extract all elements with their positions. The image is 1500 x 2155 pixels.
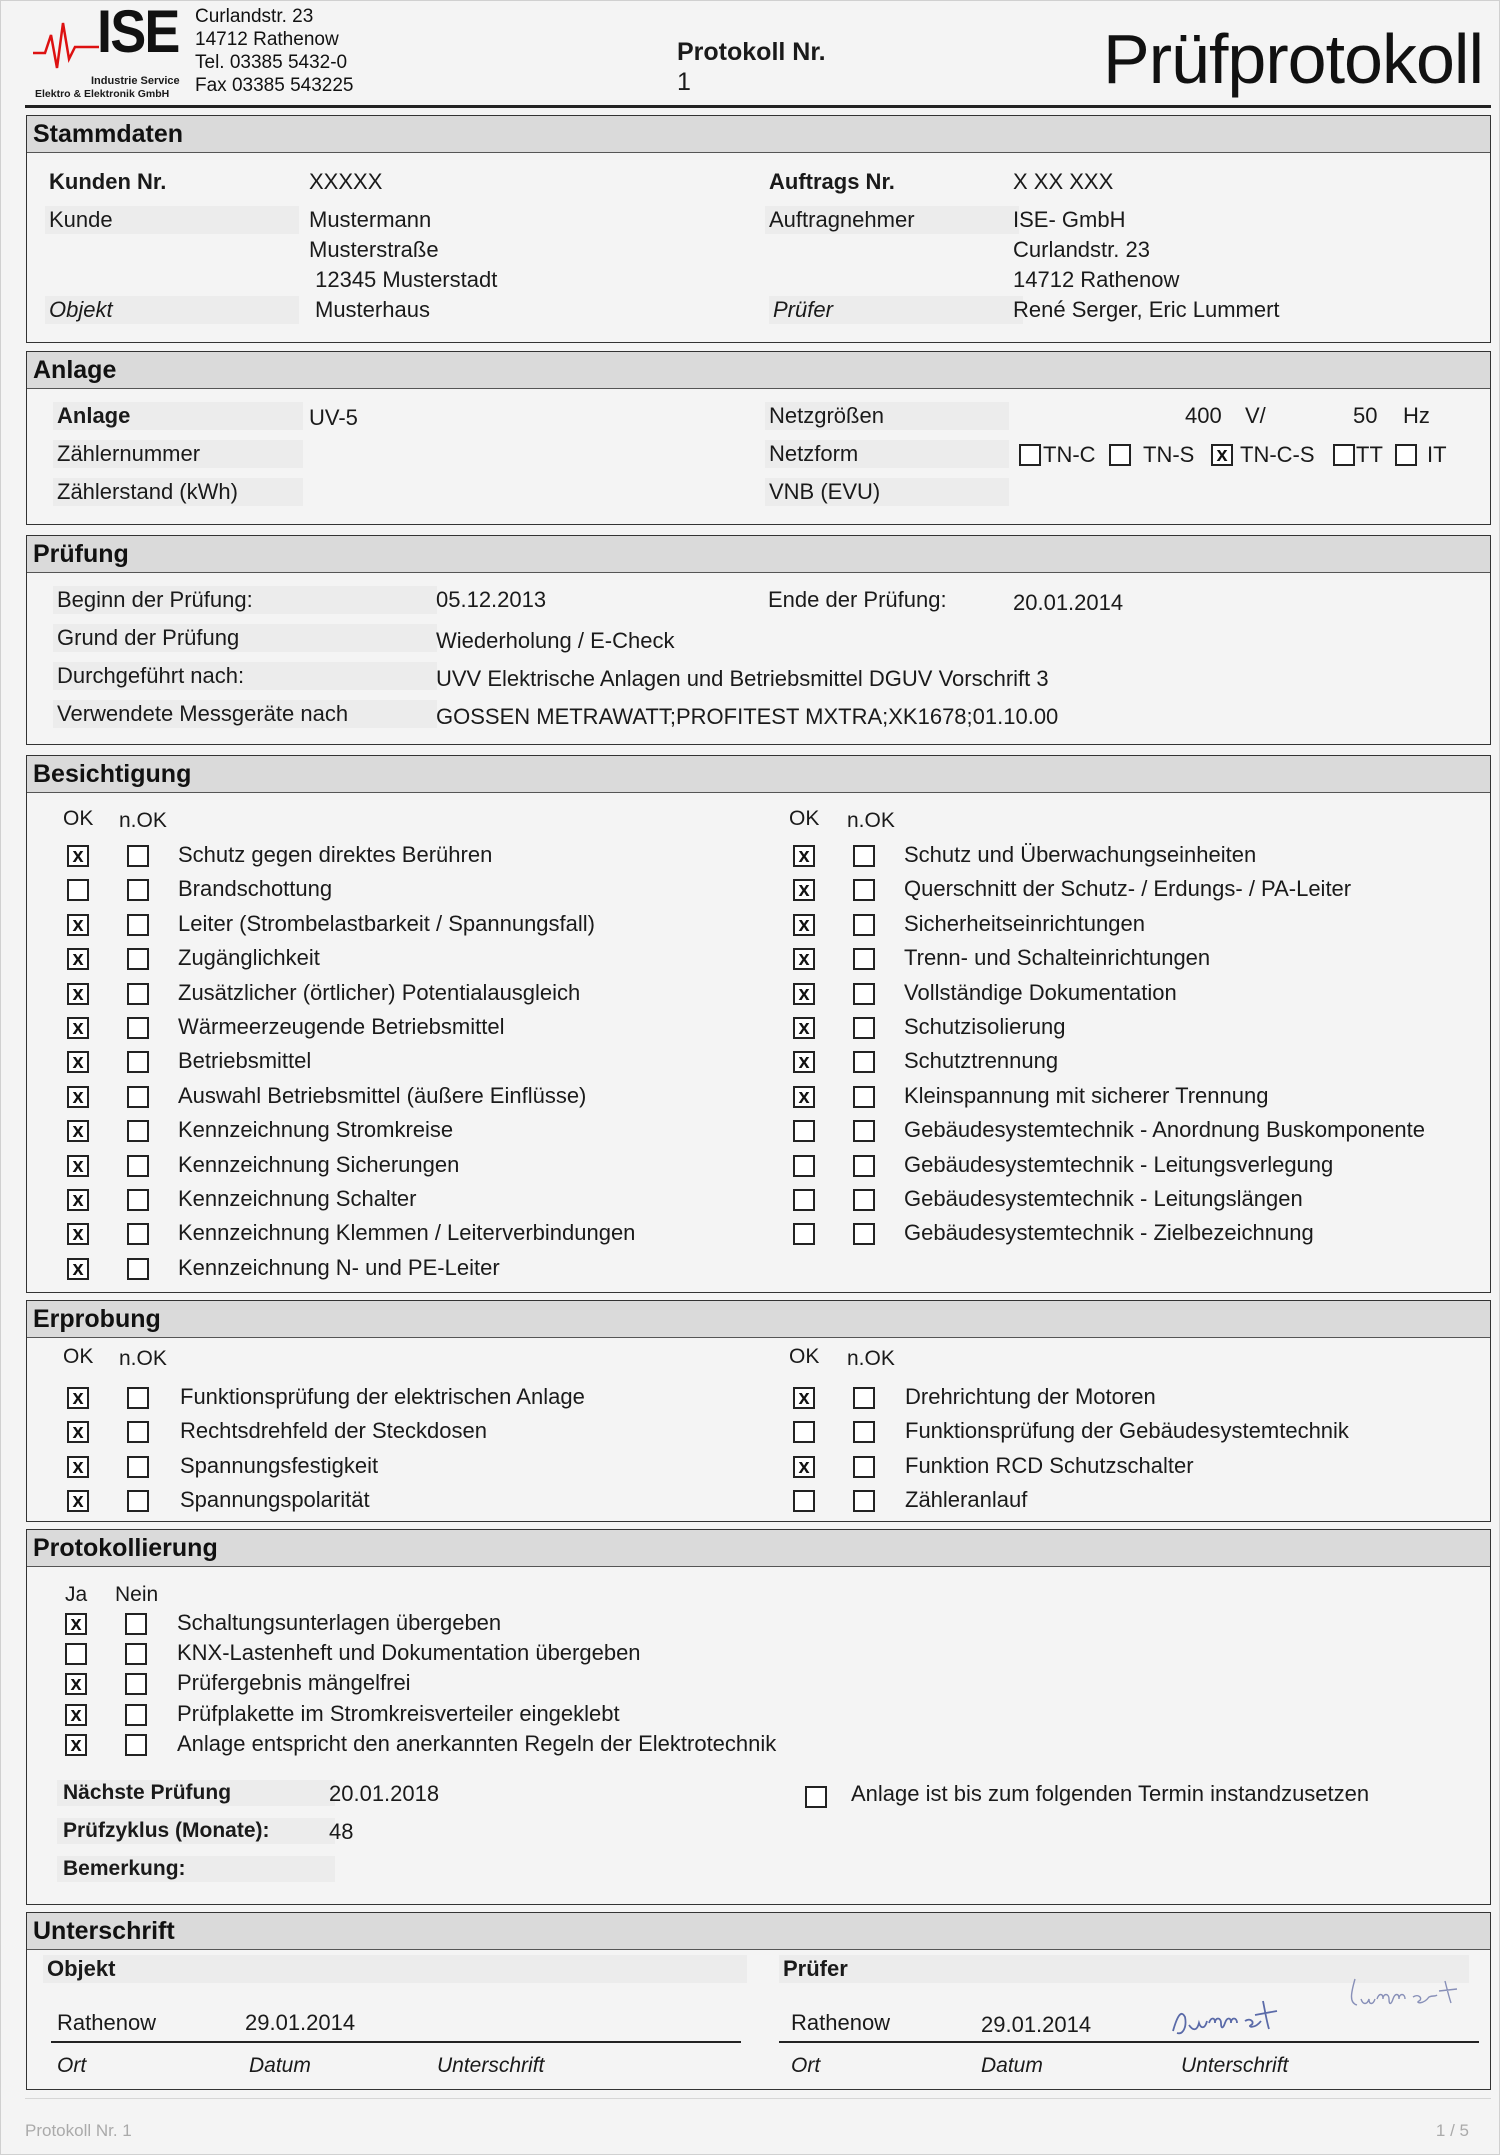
ok-checkbox[interactable]: x [793,1017,815,1039]
ok-column-label: OK [63,1345,94,1368]
pruefer-signature-line [779,2041,1479,2043]
nok-checkbox[interactable] [853,983,875,1005]
nok-checkbox[interactable] [127,1086,149,1108]
section-stammdaten [26,115,1491,343]
checklist-item-label: Kennzeichnung Sicherungen [178,1151,460,1177]
protocol-number-label: Protokoll Nr. [677,38,826,66]
auftragnehmer-label: Auftragnehmer [765,206,1019,234]
ok-checkbox[interactable]: x [67,1189,89,1211]
nok-checkbox[interactable] [127,1189,149,1211]
nein-checkbox[interactable] [125,1643,147,1665]
ok-checkbox[interactable]: x [793,948,815,970]
nok-column-label: n.OK [847,1347,895,1370]
company-address [195,5,353,97]
ok-checkbox[interactable]: x [67,1120,89,1142]
checklist-item-label: Vollständige Dokumentation [904,979,1177,1005]
section-heading: Stammdaten [27,116,1490,153]
protocol-number-value: 1 [677,68,691,96]
nok-checkbox[interactable] [853,879,875,901]
nok-checkbox[interactable] [853,1189,875,1211]
anlage-value: UV-5 [309,405,358,430]
checklist-item-label: Rechtsdrehfeld der Steckdosen [180,1418,487,1444]
objekt-ort-value: Rathenow [57,2010,157,2035]
netzform-label: Netzform [765,440,1009,468]
ok-checkbox[interactable]: x [793,1086,815,1108]
auftragnehmer-line: ISE- GmbH [1013,207,1126,232]
ok-checkbox[interactable]: x [793,1051,815,1073]
nok-checkbox[interactable] [853,845,875,867]
nok-checkbox[interactable] [127,1155,149,1177]
ende-value: 20.01.2014 [1013,590,1124,615]
checklist-item-label: Trenn- und Schalteinrichtungen [904,945,1211,971]
ja-checkbox[interactable]: x [65,1613,87,1635]
checklist-item-label: Sicherheitseinrichtungen [904,910,1145,936]
phone-line: Tel. 03385 5432-0 [195,52,348,73]
nok-checkbox[interactable] [127,948,149,970]
pruefer-label: Prüfer [769,296,1023,324]
ja-checkbox[interactable]: x [65,1704,87,1726]
ok-checkbox[interactable]: x [67,1421,89,1443]
checklist-item-label: Kleinspannung mit sicherer Trennung [904,1082,1269,1108]
checklist-item-label: Kennzeichnung Stromkreise [178,1117,454,1143]
frequency-value: 50 [1353,403,1378,428]
nok-column-label: n.OK [847,809,895,832]
ok-checkbox[interactable] [67,879,89,901]
ok-checkbox[interactable] [793,1189,815,1211]
nok-checkbox[interactable] [127,1490,149,1512]
netzform-tnc-checkbox[interactable] [1019,444,1041,466]
nein-checkbox[interactable] [125,1704,147,1726]
section-erprobung [26,1300,1491,1522]
kunde-line: Musterstraße [309,237,439,262]
nok-checkbox[interactable] [127,845,149,867]
heartbeat-logo-icon [31,13,101,73]
netzform-it-checkbox[interactable] [1395,444,1417,466]
zaehlerstand-label: Zählerstand (kWh) [53,478,303,506]
grund-label: Grund der Prüfung [53,624,437,652]
netzform-tns-checkbox[interactable] [1109,444,1131,466]
logo-subtitle-2: Elektro & Elektronik GmbH [35,88,170,100]
instandsetzen-checkbox[interactable] [805,1786,827,1808]
checklist-item-label: Funktion RCD Schutzschalter [905,1452,1194,1478]
nein-column-label: Nein [115,1583,159,1606]
section-heading: Besichtigung [27,756,1490,793]
netzgroessen-label: Netzgrößen [765,402,1009,430]
section-heading: Anlage [27,352,1490,389]
ort-caption: Ort [791,2054,821,2077]
ok-checkbox[interactable]: x [793,879,815,901]
ok-checkbox[interactable]: x [67,1490,89,1512]
ok-checkbox[interactable]: x [793,1456,815,1478]
nok-checkbox[interactable] [853,1223,875,1245]
grund-value: Wiederholung / E-Check [436,628,675,653]
nok-checkbox[interactable] [127,1456,149,1478]
voltage-value: 400 [1185,403,1222,428]
netzform-tnc-label: TN-C [1043,442,1096,467]
netzform-it-label: IT [1427,442,1447,467]
nok-checkbox[interactable] [127,914,149,936]
ort-caption: Ort [57,2054,87,2077]
nok-checkbox[interactable] [127,1017,149,1039]
ok-checkbox[interactable]: x [67,1086,89,1108]
ok-checkbox[interactable]: x [793,1387,815,1409]
nok-checkbox[interactable] [853,1155,875,1177]
nein-checkbox[interactable] [125,1673,147,1695]
kunde-line: 12345 Musterstadt [309,267,498,292]
auftragnehmer-line: Curlandstr. 23 [1013,237,1150,262]
checklist-item-label: Auswahl Betriebsmittel (äußere Einflüsse) [178,1082,587,1108]
pruefer-ort-value: Rathenow [791,2010,891,2035]
document-header [25,1,1491,108]
ja-checkbox[interactable]: x [65,1734,87,1756]
ok-checkbox[interactable] [793,1490,815,1512]
checklist-item-label: Wärmeerzeugende Betriebsmittel [178,1014,505,1039]
address-line: Curlandstr. 23 [195,6,314,27]
section-pruefung [26,535,1491,745]
logo-subtitle: Industrie Service [91,75,180,87]
objekt-label: Objekt [45,296,299,324]
nein-checkbox[interactable] [125,1734,147,1756]
kunden-nr-label: Kunden Nr. [49,169,167,194]
nok-checkbox[interactable] [127,1051,149,1073]
nok-checkbox[interactable] [853,1387,875,1409]
pruefzyklus-label: Prüfzyklus (Monate): [57,1818,335,1844]
pruefer-value: René Serger, Eric Lummert [1013,297,1280,322]
fax-line: Fax 03385 543225 [195,75,354,96]
ok-checkbox[interactable]: x [67,1051,89,1073]
unterschrift-caption: Unterschrift [1181,2054,1289,2077]
ok-checkbox[interactable] [793,1155,815,1177]
beginn-label: Beginn der Prüfung: [53,586,437,614]
nok-checkbox[interactable] [853,1051,875,1073]
netzform-tncs-checkbox[interactable]: x [1211,444,1233,466]
instandsetzen-label: Anlage ist bis zum folgenden Termin instandzusetzen [851,1781,1370,1806]
checklist-item-label: Kennzeichnung Klemmen / Leiterverbindungen [178,1220,636,1246]
pruefer-signature-heading: Prüfer [779,1955,1469,1983]
checklist-item-label: Drehrichtung der Motoren [905,1384,1156,1409]
document-title: Prüfprotokoll [1103,20,1483,98]
nok-column-label: n.OK [119,1347,167,1370]
checklist-item-label: Anlage entspricht den anerkannten Regeln der Elektrotechnik [177,1730,777,1756]
checklist-item-label: Zusätzlicher (örtlicher) Potentialausgleich [178,979,581,1005]
nok-checkbox[interactable] [127,879,149,901]
zaehlernummer-label: Zählernummer [53,440,303,468]
checklist-item-label: Kennzeichnung N- und PE-Leiter [178,1254,500,1280]
auftrags-nr-value: X XX XXX [1013,169,1114,194]
netzform-tt-checkbox[interactable] [1333,444,1355,466]
naechste-pruefung-value: 20.01.2018 [329,1781,440,1806]
section-heading: Unterschrift [27,1913,1490,1950]
voltage-unit: V/ [1245,403,1266,428]
ok-checkbox[interactable]: x [793,845,815,867]
section-heading: Erprobung [27,1301,1490,1338]
nok-checkbox[interactable] [853,914,875,936]
auftrags-nr-label: Auftrags Nr. [769,169,895,194]
nok-checkbox[interactable] [127,1387,149,1409]
footer-page-number: 1 / 5 [1435,2121,1469,2140]
ok-checkbox[interactable]: x [67,1017,89,1039]
pruefzyklus-value: 48 [329,1819,354,1844]
checklist-item-label: Zähleranlauf [905,1487,1028,1513]
ok-checkbox[interactable]: x [67,914,89,936]
messgeraete-label: Verwendete Messgeräte nach [53,700,437,728]
checklist-item-label: Schutztrennung [904,1048,1059,1074]
nok-checkbox[interactable] [127,983,149,1005]
kunden-nr-value: XXXXX [309,169,383,194]
kunde-line: Mustermann [309,207,432,232]
nok-checkbox[interactable] [127,1421,149,1443]
checklist-item-label: Schutzisolierung [904,1014,1066,1039]
ok-checkbox[interactable] [793,1120,815,1142]
ja-checkbox[interactable] [65,1643,87,1665]
checklist-item-label: Gebäudesystemtechnik - Leitungslängen [904,1186,1303,1211]
ende-label: Ende der Prüfung: [768,587,947,612]
handwritten-signature-1 [1167,1987,1297,2043]
checklist-item-label: KNX-Lastenheft und Dokumentation übergeben [177,1640,641,1666]
checklist-item-label: Brandschottung [178,876,333,902]
checklist-item-label: Schaltungsunterlagen übergeben [177,1610,502,1635]
section-heading: Protokollierung [27,1530,1490,1567]
nok-checkbox[interactable] [853,1017,875,1039]
checklist-item-label: Prüfergebnis mängelfrei [177,1670,411,1696]
netzform-tns-label: TN-S [1143,442,1195,467]
checklist-item-label: Kennzeichnung Schalter [178,1186,417,1211]
objekt-signature-line [51,2041,741,2043]
ok-checkbox[interactable]: x [67,1258,89,1280]
checklist-item-label: Betriebsmittel [178,1048,312,1074]
bemerkung-label: Bemerkung: [57,1856,335,1882]
ja-checkbox[interactable]: x [65,1673,87,1695]
checklist-item-label: Gebäudesystemtechnik - Leitungsverlegung [904,1151,1334,1177]
objekt-signature-heading: Objekt [43,1955,747,1983]
auftragnehmer-line: 14712 Rathenow [1013,267,1180,292]
section-besichtigung [26,755,1491,1293]
durchgefuehrt-value: UVV Elektrische Anlagen und Betriebsmittel DGUV Vorschrift 3 [436,666,1049,691]
section-anlage [26,351,1491,525]
section-heading: Prüfung [27,536,1490,573]
ok-checkbox[interactable]: x [793,914,815,936]
datum-caption: Datum [249,2054,311,2077]
handwritten-signature-2 [1345,1973,1495,2017]
ok-checkbox[interactable]: x [67,845,89,867]
footer-protocol-label: Protokoll Nr. 1 [25,2121,132,2140]
ok-checkbox[interactable]: x [67,1155,89,1177]
nok-checkbox[interactable] [127,1223,149,1245]
ok-checkbox[interactable]: x [793,983,815,1005]
protocol-number-block [677,37,826,97]
section-protokollierung [26,1529,1491,1905]
beginn-value: 05.12.2013 [436,587,547,612]
nein-checkbox[interactable] [125,1613,147,1635]
durchgefuehrt-label: Durchgeführt nach: [53,662,437,690]
checklist-item-label: Funktionsprüfung der Gebäudesystemtechnik [905,1418,1349,1444]
nok-column-label: n.OK [119,809,167,832]
ok-checkbox[interactable] [793,1421,815,1443]
ja-column-label: Ja [65,1583,88,1606]
nok-checkbox[interactable] [127,1258,149,1280]
nok-checkbox[interactable] [127,1120,149,1142]
objekt-value: Musterhaus [315,297,430,322]
pruefer-datum-value: 29.01.2014 [981,2012,1092,2037]
footer-divider [25,2098,1491,2099]
kunde-label: Kunde [45,206,299,234]
nok-checkbox[interactable] [853,1421,875,1443]
ok-checkbox[interactable]: x [67,948,89,970]
vnb-label: VNB (EVU) [765,478,1009,506]
unterschrift-caption: Unterschrift [437,2054,545,2077]
section-unterschrift [26,1912,1491,2090]
ok-column-label: OK [789,1345,820,1368]
checklist-item-label: Querschnitt der Schutz- / Erdungs- / PA-Leiter [904,876,1352,902]
ok-checkbox[interactable]: x [67,1387,89,1409]
ok-checkbox[interactable] [793,1223,815,1245]
checklist-item-label: Gebäudesystemtechnik - Anordnung Buskomponente [904,1117,1425,1143]
ok-checkbox[interactable]: x [67,1223,89,1245]
checklist-item-label: Spannungsfestigkeit [180,1452,379,1478]
checklist-item-label: Leiter (Strombelastbarkeit / Spannungsfall) [178,910,595,936]
ok-column-label: OK [789,807,820,830]
logo-wordmark: ISE [97,0,179,65]
objekt-datum-value: 29.01.2014 [245,2010,356,2035]
datum-caption: Datum [981,2054,1043,2077]
checklist-item-label: Schutz gegen direktes Berühren [178,842,493,867]
company-logo [31,0,195,100]
frequency-unit: Hz [1403,403,1430,428]
checklist-item-label: Schutz und Überwachungseinheiten [904,842,1257,867]
nok-checkbox[interactable] [853,1456,875,1478]
checklist-item-label: Prüfplakette im Stromkreisverteiler eingeklebt [177,1700,620,1726]
nok-checkbox[interactable] [853,948,875,970]
nok-checkbox[interactable] [853,1086,875,1108]
ok-checkbox[interactable]: x [67,1456,89,1478]
ok-column-label: OK [63,807,94,830]
naechste-pruefung-label: Nächste Prüfung [57,1780,335,1806]
checklist-item-label: Zugänglichkeit [178,945,320,971]
messgeraete-value: GOSSEN METRAWATT;PROFITEST MXTRA;XK1678;01.10.00 [436,704,1059,729]
page-footer [1,2121,1500,2151]
netzform-tt-label: TT [1356,442,1383,467]
ok-checkbox[interactable]: x [67,983,89,1005]
checklist-item-label: Funktionsprüfung der elektrischen Anlage [180,1384,585,1409]
nok-checkbox[interactable] [853,1490,875,1512]
nok-checkbox[interactable] [853,1120,875,1142]
checklist-item-label: Spannungspolarität [180,1487,370,1513]
address-line: 14712 Rathenow [195,29,339,50]
checklist-item-label: Gebäudesystemtechnik - Zielbezeichnung [904,1220,1314,1246]
anlage-label: Anlage [53,402,303,430]
netzform-tncs-label: TN-C-S [1240,442,1315,467]
